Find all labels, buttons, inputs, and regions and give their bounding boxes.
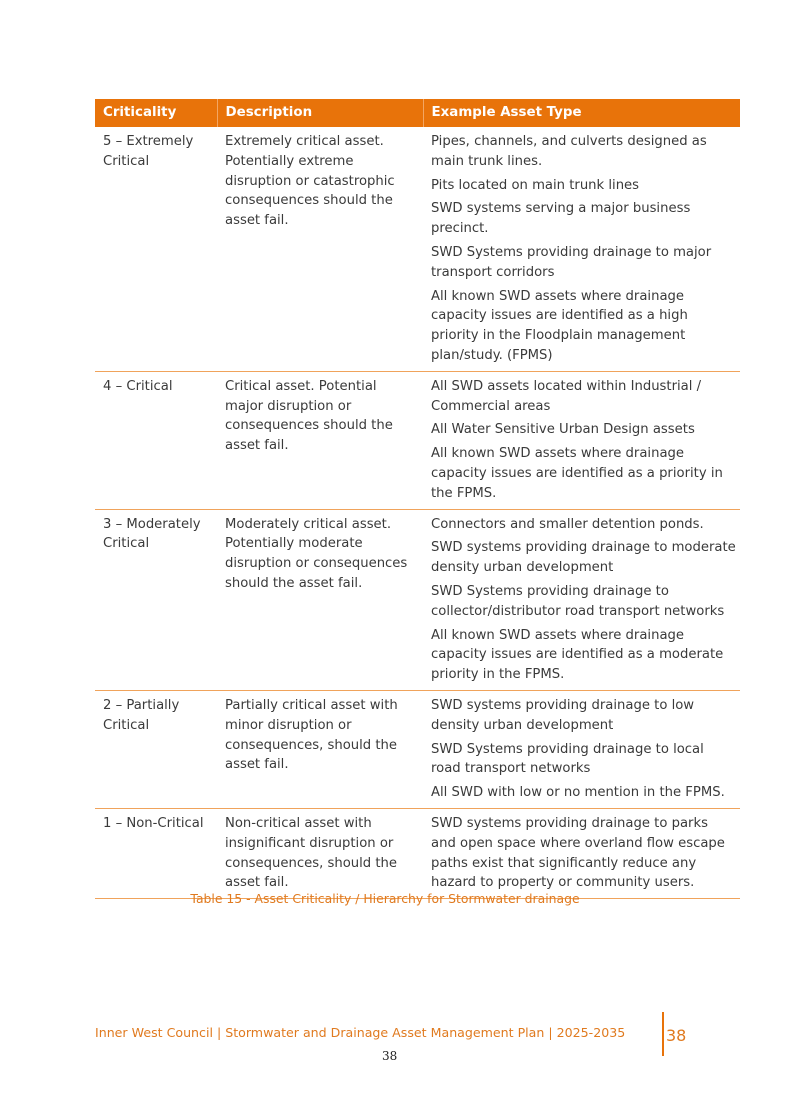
description-cell: Partially critical asset with minor disruption or consequences, should the asset fail. bbox=[217, 690, 423, 808]
description-cell: Critical asset. Potential major disruption or consequences should the asset fail. bbox=[217, 371, 423, 509]
table-row bbox=[95, 371, 740, 509]
criticality-cell: 5 – Extremely Critical bbox=[95, 127, 217, 371]
footer-divider bbox=[662, 1012, 664, 1056]
criticality-cell: 2 – Partially Critical bbox=[95, 690, 217, 808]
example-item: SWD Systems providing drainage to major transport corridors bbox=[431, 244, 712, 280]
criticality-cell: 3 – Moderately Critical bbox=[95, 509, 217, 690]
page-number: 38 bbox=[382, 1049, 398, 1063]
example-cell bbox=[423, 808, 740, 898]
example-item: SWD systems serving a major business precinct. bbox=[431, 201, 691, 237]
table-header-row bbox=[95, 99, 740, 127]
example-item: All SWD assets located within Industrial / Commercial areas bbox=[431, 378, 702, 414]
example-item: All Water Sensitive Urban Design assets bbox=[431, 422, 695, 438]
example-item: SWD systems providing drainage to parks and open space where overland flow escape paths exist that significantly reduce any hazard to property or community users. bbox=[431, 815, 725, 891]
example-cell bbox=[423, 371, 740, 509]
example-item: All known SWD assets where drainage capacity issues are identified as a moderate priority in the FPMS. bbox=[431, 627, 724, 683]
example-cell bbox=[423, 690, 740, 808]
example-item: SWD Systems providing drainage to collector/distributor road transport networks bbox=[431, 583, 725, 619]
example-item: Pits located on main trunk lines bbox=[431, 177, 640, 193]
example-item: Pipes, channels, and culverts designed as main trunk lines. bbox=[431, 134, 707, 169]
footer-title: Inner West Council | Stormwater and Drainage Asset Management Plan | 2025-2035 bbox=[95, 1025, 626, 1040]
table-caption: Table 15 - Asset Criticality / Hierarchy for Stormwater drainage bbox=[190, 891, 580, 906]
table-row bbox=[95, 509, 740, 690]
example-item: SWD systems providing drainage to low density urban development bbox=[431, 697, 695, 733]
example-cell bbox=[423, 509, 740, 690]
example-item: All known SWD assets where drainage capacity issues are identified as a high priority in the Floodplain management plan/study. (FPMS) bbox=[431, 288, 688, 363]
table-row bbox=[95, 808, 740, 898]
table-row bbox=[95, 127, 740, 371]
header-example-asset-type: Example Asset Type bbox=[423, 99, 740, 127]
footer-page-label: 38 bbox=[666, 1026, 687, 1045]
example-cell bbox=[423, 127, 740, 371]
description-cell: Non-critical asset with insignificant disruption or consequences, should the asset fail. bbox=[217, 808, 423, 898]
description-cell: Moderately critical asset. Potentially moderate disruption or consequences should the asset fail. bbox=[217, 509, 423, 690]
criticality-cell: 1 – Non-Critical bbox=[95, 808, 217, 898]
criticality-cell: 4 – Critical bbox=[95, 371, 217, 509]
example-item: SWD systems providing drainage to moderate density urban development bbox=[431, 540, 736, 576]
example-item: Connectors and smaller detention ponds. bbox=[431, 516, 704, 532]
header-criticality: Criticality bbox=[95, 99, 217, 127]
table-row bbox=[95, 690, 740, 808]
criticality-table bbox=[95, 99, 740, 899]
example-item: SWD Systems providing drainage to local road transport networks bbox=[431, 741, 704, 777]
example-item: All known SWD assets where drainage capacity issues are identified as a priority in the FPMS. bbox=[431, 446, 723, 501]
header-description: Description bbox=[217, 99, 423, 127]
example-item: All SWD with low or no mention in the FPMS. bbox=[431, 785, 725, 801]
description-cell: Extremely critical asset. Potentially extreme disruption or catastrophic consequences should the asset fail. bbox=[217, 127, 423, 371]
